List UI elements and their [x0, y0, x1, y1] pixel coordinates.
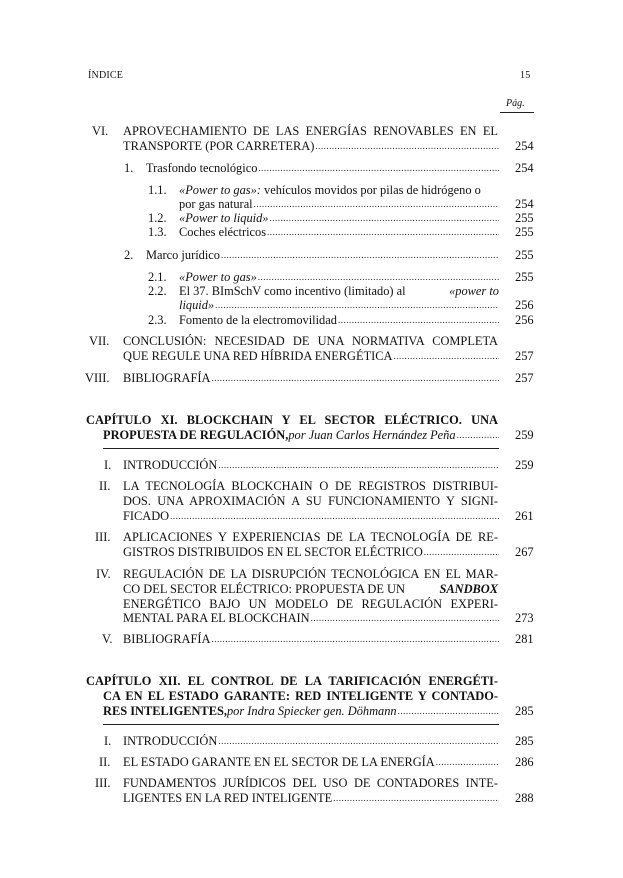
toc-entry-text: LIGENTES EN LA RED INTELIGENTE — [123, 791, 333, 805]
toc-page-number: 267 — [515, 545, 534, 559]
toc-entry — [123, 545, 499, 559]
toc-entry — [146, 248, 499, 262]
toc-entry — [123, 791, 499, 805]
entry-number: 2.2. — [148, 284, 167, 298]
toc-page-number: 256 — [515, 298, 534, 312]
toc-entry-text: INTRODUCCIÓN — [123, 458, 218, 472]
toc-entry — [179, 225, 499, 239]
leader-dots — [258, 270, 499, 284]
entry-number: V. — [102, 632, 113, 646]
running-header-title: ÍNDICE — [88, 70, 124, 81]
toc-page-number: 288 — [515, 791, 534, 805]
toc-entry — [123, 611, 499, 625]
entry-number: 1.3. — [148, 225, 167, 239]
leader-dots — [398, 704, 499, 718]
toc-entry-line: APLICACIONES Y EXPERIENCIAS DE LA TECNOLOGÍA DE RE- — [123, 530, 498, 544]
leader-dots — [254, 197, 499, 211]
toc-entry-italic: «Power to gas»: — [179, 183, 261, 197]
entry-number: IV. — [96, 567, 111, 581]
toc-entry-text: liquid» — [179, 298, 215, 312]
leader-dots — [270, 211, 500, 225]
toc-page-number: 259 — [515, 428, 534, 442]
toc-entry — [123, 371, 499, 385]
toc-page-number: 285 — [515, 704, 534, 718]
leader-dots — [221, 248, 499, 262]
toc-entry-line: FUNDAMENTOS JURÍDICOS DEL USO DE CONTADORES INTE- — [123, 776, 498, 790]
chapter-heading-text: RES INTELIGENTES, — [103, 704, 227, 718]
toc-entry-text: Marco jurídico — [146, 248, 220, 262]
leader-dots — [393, 349, 499, 363]
entry-number: I. — [104, 734, 112, 748]
entry-number: 2. — [124, 248, 134, 262]
leader-dots — [218, 458, 499, 472]
toc-page-number: 254 — [515, 139, 534, 153]
entry-number: 2.1. — [148, 270, 167, 284]
toc-page-number: 273 — [515, 611, 534, 625]
toc-entry-italic: SANDBOX — [439, 582, 498, 596]
chapter-heading-line: CAPÍTULO XII. EL CONTROL DE LA TARIFICACIÓN ENERGÉTI- — [86, 674, 498, 688]
chapter-heading-line: CA EN EL ESTADO GARANTE: RED INTELIGENTE Y CONTADO- — [103, 689, 498, 703]
entry-number: 1.1. — [148, 183, 167, 197]
toc-entry-text: BIBLIOGRAFÍA — [123, 632, 211, 646]
toc-entry-line: LA TECNOLOGÍA BLOCKCHAIN O DE REGISTROS DISTRIBUI- — [123, 479, 498, 493]
toc-entry-text: INTRODUCCIÓN — [123, 734, 218, 748]
toc-page-number: 255 — [515, 270, 534, 284]
leader-dots — [338, 313, 499, 327]
leader-dots — [424, 545, 499, 559]
toc-entry-text: TRANSPORTE (POR CARRETERA) — [123, 139, 315, 153]
toc-entry — [123, 349, 499, 363]
toc-entry-text: «Power to gas» — [179, 270, 257, 284]
toc-entry — [123, 139, 499, 153]
toc-entry-line: ENERGÉTICO BAJO UN MODELO DE REGULACIÓN EXPERI- — [123, 597, 498, 611]
toc-page-number: 255 — [515, 211, 534, 225]
entry-number: 2.3. — [148, 313, 167, 327]
toc-entry-text: Coches eléctricos — [179, 225, 267, 239]
toc-page-number: 254 — [515, 197, 534, 211]
toc-entry — [146, 161, 499, 175]
toc-entry-text: MENTAL PARA EL BLOCKCHAIN — [123, 611, 310, 625]
entry-number: 1.2. — [148, 211, 167, 225]
toc-entry-text: vehículos movidos por pilas de hidrógeno o — [260, 183, 481, 197]
toc-entry-text: «Power to liquid» — [179, 211, 269, 225]
page-column-label: Pág. — [506, 98, 525, 109]
running-header-page-number: 15 — [520, 70, 531, 81]
toc-entry-text: El 37. BImSchV como incentivo (limitado) al — [179, 284, 406, 298]
toc-entry-line: CONCLUSIÓN: NECESIDAD DE UNA NORMATIVA COMPLETA — [123, 334, 498, 348]
chapter-heading — [103, 704, 499, 718]
toc-entry — [179, 298, 499, 312]
entry-number: II. — [99, 755, 111, 769]
toc-page-number: 281 — [515, 632, 534, 646]
chapter-heading — [103, 428, 499, 442]
toc-page-number: 256 — [515, 313, 534, 327]
toc-entry — [123, 632, 499, 646]
leader-dots — [215, 298, 499, 312]
toc-entry-text: EL ESTADO GARANTE EN EL SECTOR DE LA ENERGÍA — [123, 755, 435, 769]
entry-number: VIII. — [85, 371, 110, 385]
toc-entry-text: BIBLIOGRAFÍA — [123, 371, 211, 385]
chapter-author: por Juan Carlos Hernández Peña — [288, 428, 456, 442]
toc-entry-italic: «power to — [449, 284, 499, 298]
leader-dots — [457, 428, 499, 442]
entry-number: III. — [95, 530, 111, 544]
toc-page-number: 254 — [515, 161, 534, 175]
leader-dots — [211, 632, 499, 646]
chapter-heading-text: PROPUESTA DE REGULACIÓN, — [103, 428, 289, 442]
toc-entry-text: por gas natural — [179, 197, 253, 211]
leader-dots — [258, 161, 499, 175]
leader-dots — [333, 791, 499, 805]
toc-entry — [123, 755, 499, 769]
toc-entry-line: DOS. UNA APROXIMACIÓN A SU FUNCIONAMIENTO Y SIGNI- — [123, 494, 498, 508]
toc-entry-text: QUE REGULE UNA RED HÍBRIDA ENERGÉTICA — [123, 349, 393, 363]
leader-dots — [311, 611, 499, 625]
entry-number: VI. — [92, 124, 109, 138]
toc-entry-text: Fomento de la electromovilidad — [179, 313, 337, 327]
chapter-heading-line: CAPÍTULO XI. BLOCKCHAIN Y EL SECTOR ELÉCTRICO. UNA — [86, 413, 498, 427]
toc-entry — [179, 313, 499, 327]
toc-entry-line — [179, 183, 499, 197]
toc-page-number: 286 — [515, 755, 534, 769]
toc-entry-line: APROVECHAMIENTO DE LAS ENERGÍAS RENOVABLES EN EL — [123, 124, 498, 138]
toc-page-number: 257 — [515, 349, 534, 363]
entry-number: III. — [95, 776, 111, 790]
toc-entry — [123, 509, 499, 523]
toc-page-number: 255 — [515, 225, 534, 239]
toc-entry-line — [179, 284, 499, 298]
toc-entry — [123, 734, 499, 748]
chapter-rule — [103, 448, 499, 449]
toc-entry-line — [123, 582, 498, 596]
leader-dots — [315, 139, 499, 153]
entry-number: II. — [99, 479, 111, 493]
toc-page-number: 257 — [515, 371, 534, 385]
toc-page-number: 259 — [515, 458, 534, 472]
toc-entry — [179, 197, 499, 211]
toc-page-number: 261 — [515, 509, 534, 523]
toc-page-number: 285 — [515, 734, 534, 748]
leader-dots — [436, 755, 499, 769]
leader-dots — [211, 371, 499, 385]
toc-entry-text: GISTROS DISTRIBUIDOS EN EL SECTOR ELÉCTRICO — [123, 545, 423, 559]
leader-dots — [267, 225, 499, 239]
chapter-author: por Indra Spiecker gen. Döhmann — [226, 704, 397, 718]
toc-entry-text: FICADO — [123, 509, 170, 523]
toc-entry-text: CO DEL SECTOR ELÉCTRICO: PROPUESTA DE UN — [123, 582, 405, 596]
entry-number: 1. — [124, 161, 134, 175]
toc-entry-line: REGULACIÓN DE LA DISRUPCIÓN TECNOLÓGICA EN EL MAR- — [123, 567, 498, 581]
toc-entry — [123, 458, 499, 472]
toc-entry-text: Trasfondo tecnológico — [146, 161, 258, 175]
entry-number: I. — [104, 458, 112, 472]
leader-dots — [170, 509, 499, 523]
entry-number: VII. — [89, 334, 110, 348]
leader-dots — [218, 734, 499, 748]
toc-page-number: 255 — [515, 248, 534, 262]
page-column-rule — [500, 112, 534, 113]
toc-entry — [179, 211, 499, 225]
chapter-rule — [103, 724, 499, 725]
toc-entry — [179, 270, 499, 284]
